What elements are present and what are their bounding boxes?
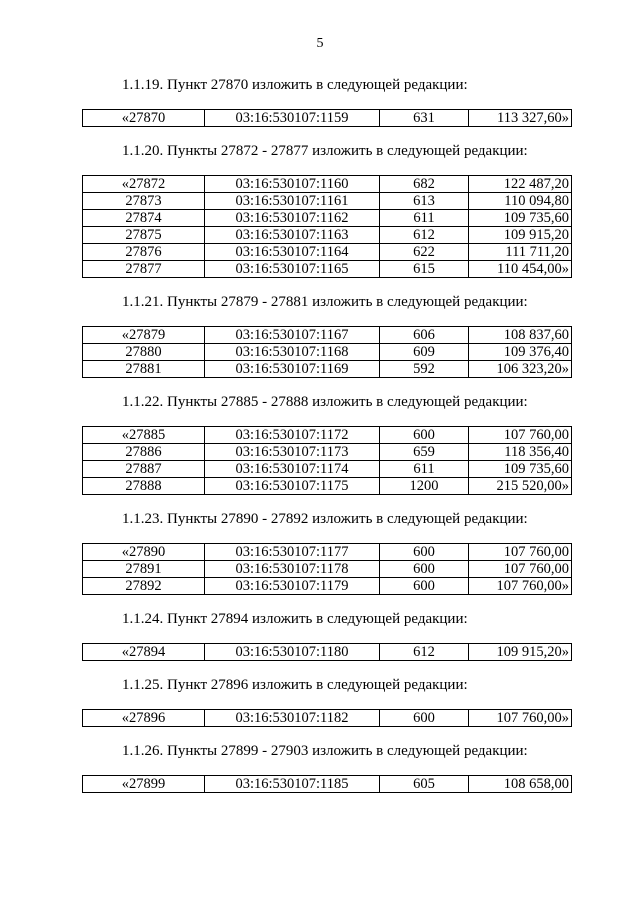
amendment-table — [82, 643, 572, 661]
value-cell: 109 915,20» — [469, 644, 572, 661]
amendment-section — [82, 510, 572, 595]
cadastral-number-cell: 03:16:530107:1179 — [205, 578, 380, 595]
area-cell: 631 — [380, 110, 469, 127]
cadastral-number-cell: 03:16:530107:1161 — [205, 193, 380, 210]
cadastral-number-cell: 03:16:530107:1177 — [205, 544, 380, 561]
value-cell: 111 711,20 — [469, 244, 572, 261]
cadastral-number-cell: 03:16:530107:1165 — [205, 261, 380, 278]
amendment-table — [82, 543, 572, 595]
amendment-table — [82, 326, 572, 378]
value-cell: 107 760,00 — [469, 427, 572, 444]
table-row — [83, 544, 572, 561]
area-cell: 605 — [380, 776, 469, 793]
item-number-cell: 27888 — [83, 478, 205, 495]
value-cell: 215 520,00» — [469, 478, 572, 495]
cadastral-number-cell: 03:16:530107:1185 — [205, 776, 380, 793]
item-number-cell: 27880 — [83, 344, 205, 361]
cadastral-number-cell: 03:16:530107:1164 — [205, 244, 380, 261]
section-heading: 1.1.25. Пункт 27896 изложить в следующей редакции: — [122, 677, 468, 693]
amendment-table — [82, 709, 572, 727]
cadastral-number-cell: 03:16:530107:1163 — [205, 227, 380, 244]
item-number-cell: 27892 — [83, 578, 205, 595]
section-heading: 1.1.19. Пункт 27870 изложить в следующей редакции: — [122, 77, 468, 93]
value-cell: 107 760,00 — [469, 544, 572, 561]
cadastral-number-cell: 03:16:530107:1168 — [205, 344, 380, 361]
area-cell: 615 — [380, 261, 469, 278]
area-cell: 659 — [380, 444, 469, 461]
area-cell: 611 — [380, 461, 469, 478]
table-row — [83, 244, 572, 261]
area-cell: 1200 — [380, 478, 469, 495]
amendment-section — [82, 610, 572, 661]
area-cell: 606 — [380, 327, 469, 344]
table-row — [83, 261, 572, 278]
cadastral-number-cell: 03:16:530107:1173 — [205, 444, 380, 461]
table-row — [83, 578, 572, 595]
amendment-section — [82, 293, 572, 378]
value-cell: 122 487,20 — [469, 176, 572, 193]
item-number-cell: 27887 — [83, 461, 205, 478]
amendment-section — [82, 676, 572, 727]
value-cell: 109 735,60 — [469, 461, 572, 478]
amendment-table — [82, 775, 572, 793]
amendment-table — [82, 175, 572, 278]
cadastral-number-cell: 03:16:530107:1174 — [205, 461, 380, 478]
area-cell: 592 — [380, 361, 469, 378]
value-cell: 107 760,00 — [469, 561, 572, 578]
table-row — [83, 444, 572, 461]
value-cell: 107 760,00» — [469, 710, 572, 727]
cadastral-number-cell: 03:16:530107:1172 — [205, 427, 380, 444]
area-cell: 682 — [380, 176, 469, 193]
amendment-section — [82, 393, 572, 495]
table-row — [83, 427, 572, 444]
section-heading: 1.1.20. Пункты 27872 - 27877 изложить в следующей редакции: — [122, 143, 528, 159]
item-number-cell: «27879 — [83, 327, 205, 344]
document-body — [82, 76, 572, 808]
table-row — [83, 710, 572, 727]
value-cell: 108 658,00 — [469, 776, 572, 793]
section-heading: 1.1.22. Пункты 27885 - 27888 изложить в следующей редакции: — [122, 394, 528, 410]
table-row — [83, 776, 572, 793]
cadastral-number-cell: 03:16:530107:1182 — [205, 710, 380, 727]
item-number-cell: «27870 — [83, 110, 205, 127]
value-cell: 108 837,60 — [469, 327, 572, 344]
amendment-table — [82, 109, 572, 127]
table-row — [83, 327, 572, 344]
item-number-cell: 27877 — [83, 261, 205, 278]
area-cell: 613 — [380, 193, 469, 210]
cadastral-number-cell: 03:16:530107:1180 — [205, 644, 380, 661]
cadastral-number-cell: 03:16:530107:1178 — [205, 561, 380, 578]
value-cell: 109 915,20 — [469, 227, 572, 244]
page-number: 5 — [316, 36, 324, 51]
table-row — [83, 110, 572, 127]
value-cell: 113 327,60» — [469, 110, 572, 127]
item-number-cell: 27891 — [83, 561, 205, 578]
table-row — [83, 227, 572, 244]
area-cell: 611 — [380, 210, 469, 227]
cadastral-number-cell: 03:16:530107:1167 — [205, 327, 380, 344]
table-row — [83, 461, 572, 478]
table-row — [83, 478, 572, 495]
section-heading: 1.1.21. Пункты 27879 - 27881 изложить в следующей редакции: — [122, 294, 528, 310]
item-number-cell: «27885 — [83, 427, 205, 444]
item-number-cell: «27896 — [83, 710, 205, 727]
amendment-table — [82, 426, 572, 495]
item-number-cell: 27875 — [83, 227, 205, 244]
item-number-cell: 27873 — [83, 193, 205, 210]
item-number-cell: 27886 — [83, 444, 205, 461]
value-cell: 109 735,60 — [469, 210, 572, 227]
item-number-cell: «27890 — [83, 544, 205, 561]
area-cell: 600 — [380, 427, 469, 444]
item-number-cell: 27876 — [83, 244, 205, 261]
cadastral-number-cell: 03:16:530107:1160 — [205, 176, 380, 193]
area-cell: 600 — [380, 544, 469, 561]
area-cell: 600 — [380, 578, 469, 595]
cadastral-number-cell: 03:16:530107:1169 — [205, 361, 380, 378]
item-number-cell: «27894 — [83, 644, 205, 661]
area-cell: 600 — [380, 561, 469, 578]
amendment-section — [82, 142, 572, 278]
value-cell: 106 323,20» — [469, 361, 572, 378]
table-row — [83, 344, 572, 361]
cadastral-number-cell: 03:16:530107:1162 — [205, 210, 380, 227]
area-cell: 600 — [380, 710, 469, 727]
amendment-section — [82, 742, 572, 793]
table-row — [83, 644, 572, 661]
item-number-cell: 27881 — [83, 361, 205, 378]
cadastral-number-cell: 03:16:530107:1159 — [205, 110, 380, 127]
item-number-cell: «27872 — [83, 176, 205, 193]
table-row — [83, 176, 572, 193]
area-cell: 609 — [380, 344, 469, 361]
section-heading: 1.1.26. Пункты 27899 - 27903 изложить в следующей редакции: — [122, 743, 528, 759]
value-cell: 109 376,40 — [469, 344, 572, 361]
table-row — [83, 561, 572, 578]
table-row — [83, 361, 572, 378]
value-cell: 110 094,80 — [469, 193, 572, 210]
item-number-cell: 27874 — [83, 210, 205, 227]
value-cell: 107 760,00» — [469, 578, 572, 595]
section-heading: 1.1.24. Пункт 27894 изложить в следующей редакции: — [122, 611, 468, 627]
table-row — [83, 193, 572, 210]
area-cell: 622 — [380, 244, 469, 261]
area-cell: 612 — [380, 644, 469, 661]
cadastral-number-cell: 03:16:530107:1175 — [205, 478, 380, 495]
section-heading: 1.1.23. Пункты 27890 - 27892 изложить в следующей редакции: — [122, 511, 528, 527]
area-cell: 612 — [380, 227, 469, 244]
item-number-cell: «27899 — [83, 776, 205, 793]
table-row — [83, 210, 572, 227]
value-cell: 118 356,40 — [469, 444, 572, 461]
amendment-section — [82, 76, 572, 127]
value-cell: 110 454,00» — [469, 261, 572, 278]
